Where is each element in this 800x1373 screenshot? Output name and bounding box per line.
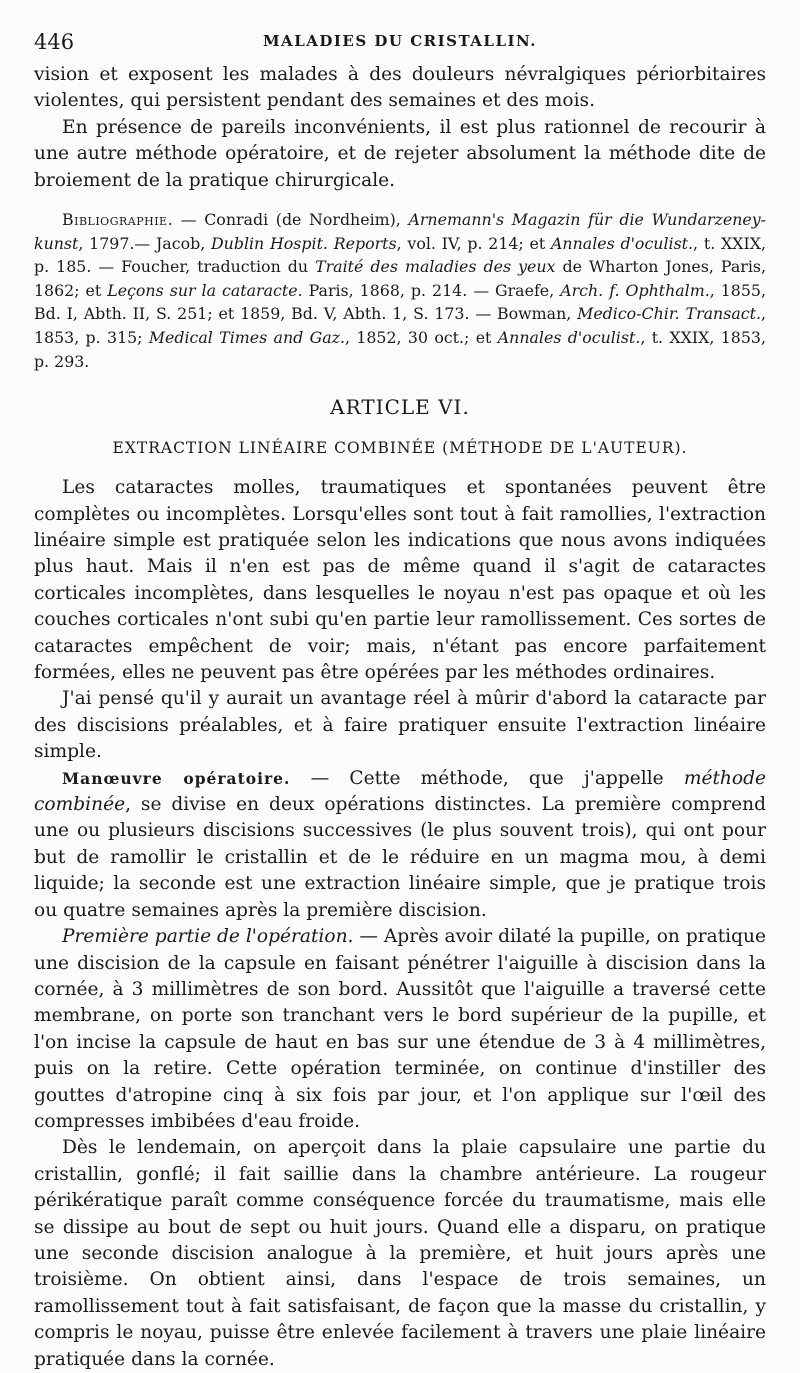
running-title: MALADIES DU CRISTALLIN. [262,32,538,50]
paragraph: J'ai pensé qu'il y aurait un avantage réel à mûrir d'abord la cataracte par des discisions préalables, et à faire pratiquer ensuite l'extraction linéaire simple. [34,688,766,763]
citation-title: Arnemann's Magazin für die Wundarzeney-kunst [34,210,767,253]
bibliography-label: Bibliographie. [62,210,174,230]
citation-title: Dublin Hospit. Reports [211,233,397,253]
paragraph: En présence de pareils inconvénients, il est plus rationnel de recourir à une autre méthode opératoire, et de rejeter absolument la méthode dite de broiement de la pratique chirurgicale. [34,116,766,191]
citation-title: Arch. f. Ophthalm. [560,280,710,300]
page-body [34,62,766,1373]
citation-title: Leçons sur la cataracte [107,280,298,300]
article-subtitle: EXTRACTION LINÉAIRE COMBINÉE (MÉTHODE DE L'AUTEUR). [112,439,688,458]
bibliography: Bibliographie. — Conradi (de Nordheim), Arnemann's Magazin für die Wundarzeney-kunst, 1797.— Jacob, Dublin Hospit. Reports, vol. IV, p. 214; et Annales d'oculist., t. XXIX, p. 185. — Foucher, traduction du Traité des maladies des yeux de Wharton Jones, Paris, 1862; et Leçons sur la cataracte. Paris, 1868, p. 214. — Graefe, Arch. f. Ophthalm., 1855, Bd. I, Abth. II, S. 251; et 1859, Bd. V, Abth. 1, S. 173. — Bowman, Medico-Chir. Transact., 1853, p. 315; Medical Times and Gaz., 1852, 30 oct.; et Annales d'oculist., t. XXIX, 1853, p. 293. [34,210,767,371]
citation-title: Medical Times and Gaz. [148,328,345,347]
paragraph: vision et exposent les malades à des douleurs névralgiques périorbitaires violentes, qui persistent pendant des semaines et des mois. [34,64,766,112]
paragraph: Première partie de l'opération. — Après avoir dilaté la pupille, on pratique une discision de la capsule en faisant pénétrer l'aiguille à discision dans la cornée, à 3 millimètres de son bord. Aussitôt que l'aiguille a traversé cette membrane, on porte son tranchant vers le bord supérieur de la pupille, et l'on incise la capsule de haut en bas sur une étendue de 3 à 4 millimètres, puis on la retire. Cette opération terminée, on continue d'instiller des gouttes d'atropine cinq à six fois par jour, et l'on applique sur l'œil des compresses imbibées d'eau froide. [34,926,766,1132]
section-label: Première partie de l'opération. [62,926,354,948]
citation-title: Annales d'oculist. [551,233,694,253]
running-head [34,30,766,54]
paragraph: Manœuvre opératoire. — Cette méthode, que j'appelle méthode combinée, se divise en deux opérations distinctes. La première comprend une ou plusieurs discisions successives (le plus souvent trois), qui ont pour but de ramollir le cristallin et de le réduire en un magma mou, à demi liquide; la seconde est une extraction linéaire simple, que je pratique trois ou quatre semaines après la première discision. [34,767,766,921]
section-label: Manœuvre opératoire. [62,768,291,788]
page-number: 446 [34,30,75,54]
citation-title: Medico-Chir. Transact. [577,304,761,324]
article-title: ARTICLE VI. [330,395,470,420]
citation-title: Traité des maladies des yeux [315,257,556,277]
paragraph: Les cataractes molles, traumatiques et spontanées peuvent être complètes ou incomplètes. Lorsqu'elles sont tout à fait ramollies, l'extraction linéaire simple est pratiquée selon les indications que nous avons indiquées plus haut. Mais il n'en est pas de même quand il s'agit de cataractes corticales incomplètes, dans lesquelles le noyau n'est pas opaque et où les couches corticales n'ont subi qu'en partie leur ramollissement. Ces sortes de cataractes empêchent de voir; mais, n'étant pas encore parfaitement formées, elles ne peuvent pas être opérées par les méthodes ordinaires. [34,477,766,684]
paragraph: Dès le lendemain, on aperçoit dans la plaie capsulaire une partie du cristallin, gonflé; il fait saillie dans la chambre antérieure. La rougeur périkératique paraît comme conséquence forcée du traumatisme, mais elle se dissipe au bout de sept ou huit jours. Quand elle a disparu, on pratique une seconde discision analogue à la première, et huit jours après une troisième. On obtient ainsi, dans l'espace de trois semaines, un ramollissement tout à fait satisfaisant, de façon que la masse du cristallin, y compris le noyau, puisse être enlevée facilement à travers une plaie linéaire pratiquée dans la cornée. [34,1137,766,1370]
citation-title: Annales d'oculist. [497,328,641,347]
